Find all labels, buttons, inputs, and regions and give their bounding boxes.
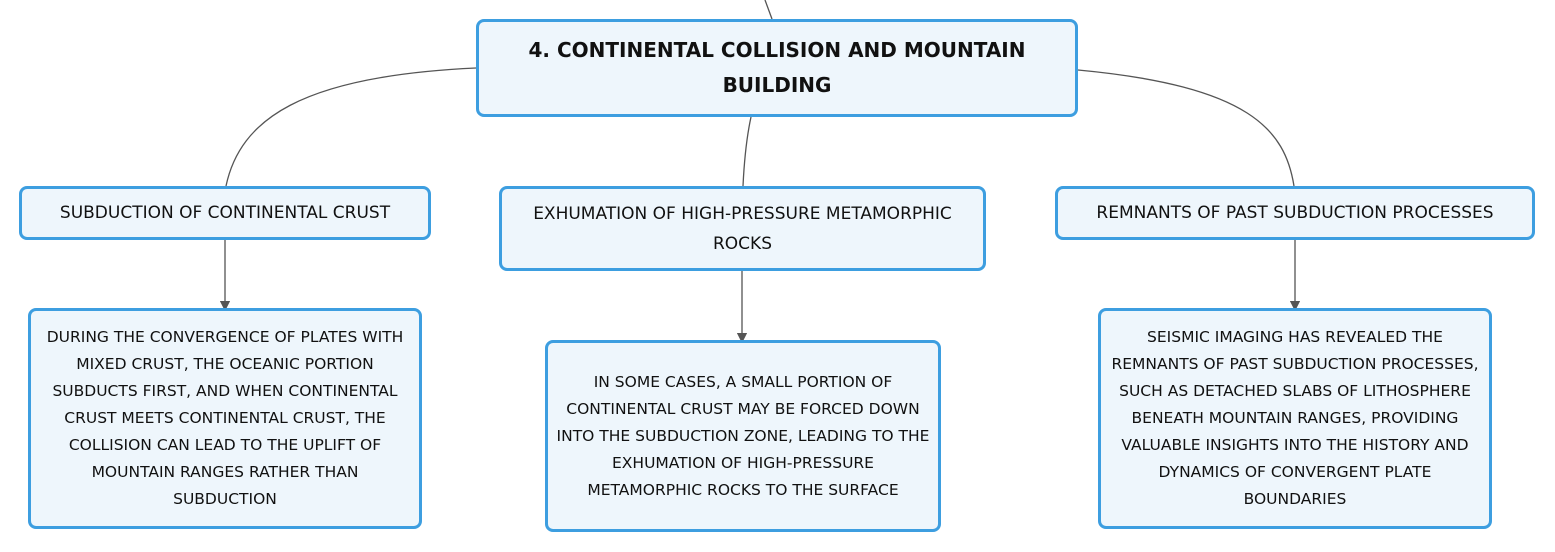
topic-node-label: REMNANTS OF PAST SUBDUCTION PROCESSES [1096, 203, 1494, 223]
root-node-title: 4. CONTINENTAL COLLISION AND MOUNTAIN BUILDING [528, 38, 1026, 97]
topic-node-subduction-of-continental-crust[interactable] [19, 186, 431, 240]
detail-node-text: IN SOME CASES, A SMALL PORTION OF CONTINENTAL CRUST MAY BE FORCED DOWN INTO THE SUBDUCTION ZONE, LEADING TO THE EXHUMATION OF HIGH-PRESSURE METAMORPHIC ROCKS TO THE SURFACE [556, 372, 930, 499]
topic-node-label: SUBDUCTION OF CONTINENTAL CRUST [59, 203, 391, 223]
topic-node-label: EXHUMATION OF HIGH-PRESSURE METAMORPHIC ROCKS [533, 203, 952, 254]
detail-node-subduction-of-continental-crust[interactable] [28, 308, 422, 529]
connector-root-to-mid-branch [743, 117, 751, 186]
detail-node-text: SEISMIC IMAGING HAS REVEALED THE REMNANTS OF PAST SUBDUCTION PROCESSES, SUCH AS DETACHED SLABS OF LITHOSPHERE BENEATH MOUNTAIN RANGES, PROVIDING VALUABLE INSIGHTS INTO THE HISTORY AND DYNAMICS OF CONVERGENT PLATE BOUNDARIES [1111, 328, 1479, 508]
detail-node-remnants-of-past-subduction[interactable] [1098, 308, 1492, 529]
topic-node-remnants-of-past-subduction[interactable] [1055, 186, 1535, 240]
connector-parent-to-root [765, 0, 772, 19]
root-node[interactable] [476, 19, 1078, 117]
detail-node-exhumation-of-metamorphic-rocks[interactable] [545, 340, 941, 532]
connector-root-to-left-branch [226, 68, 476, 186]
detail-node-text: DURING THE CONVERGENCE OF PLATES WITH MIXED CRUST, THE OCEANIC PORTION SUBDUCTS FIRST, AND WHEN CONTINENTAL CRUST MEETS CONTINENTAL CRUST, THE COLLISION CAN LEAD TO THE UPLIFT OF MOUNTAIN RANGES RATHER THAN SUBDUCTION [46, 328, 404, 508]
topic-node-exhumation-of-metamorphic-rocks[interactable] [499, 186, 986, 271]
connector-root-to-right-branch [1078, 70, 1294, 186]
